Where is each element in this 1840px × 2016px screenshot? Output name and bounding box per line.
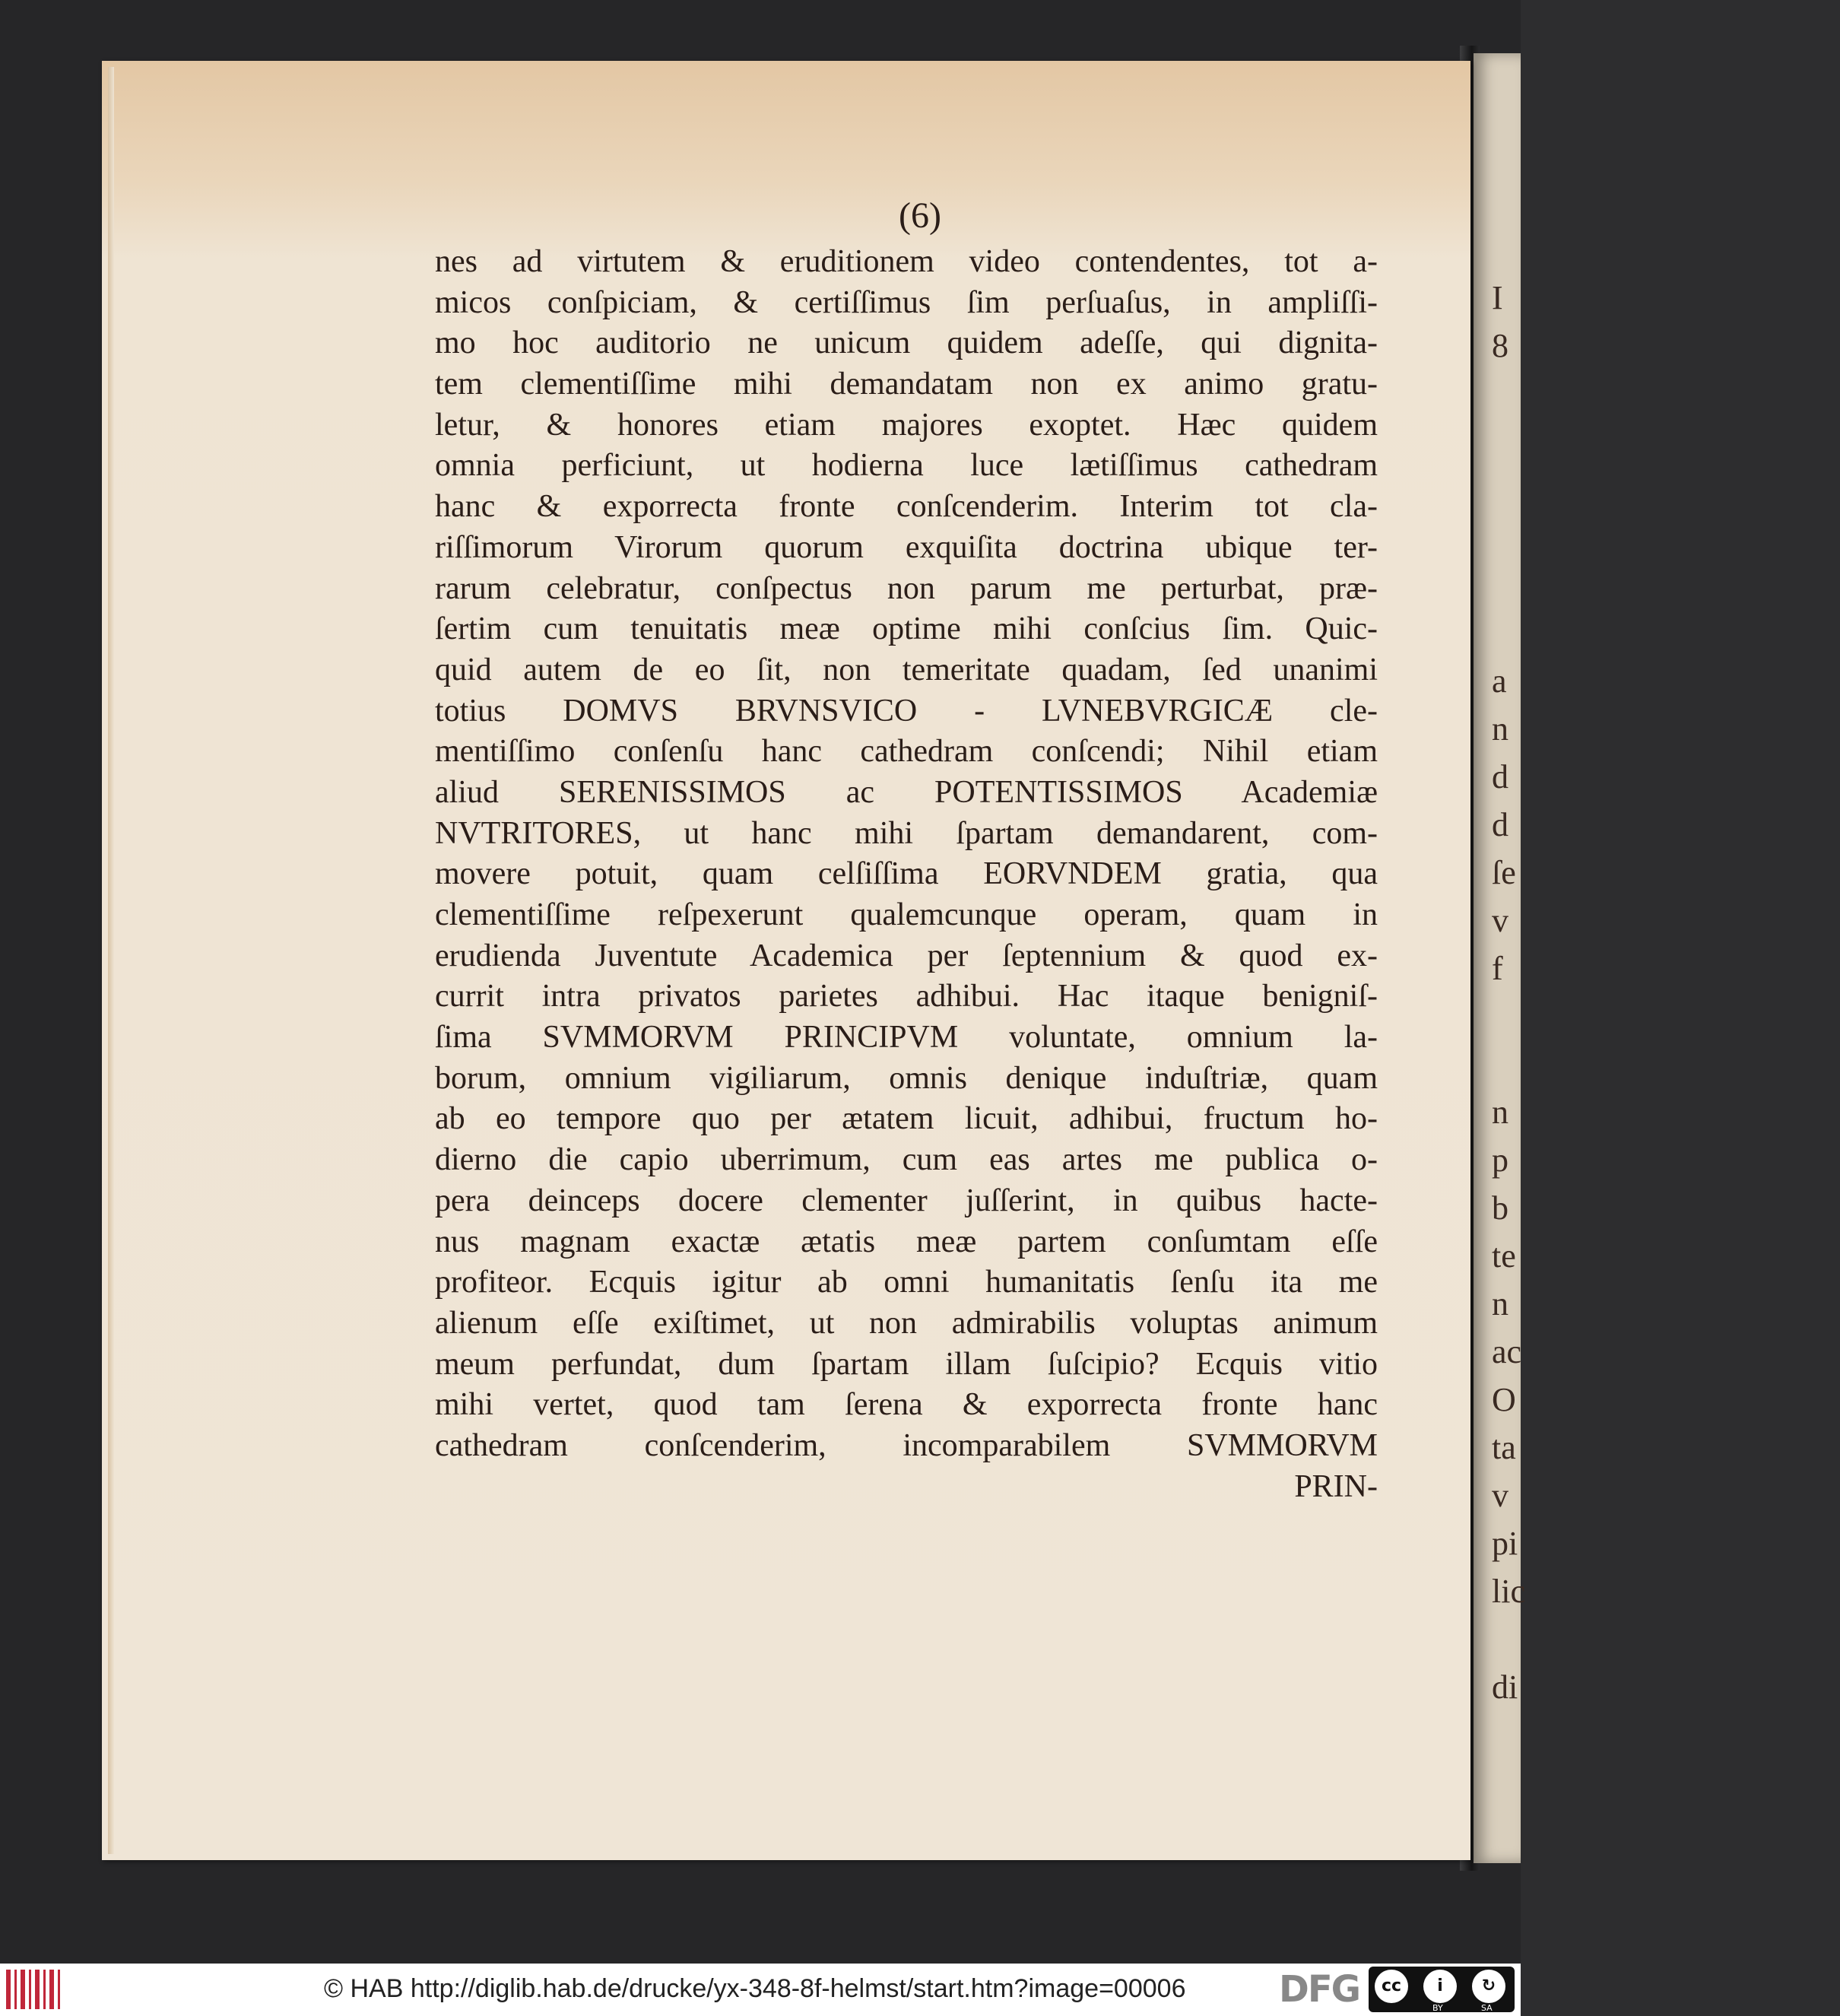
facing-fragment: b xyxy=(1492,1189,1508,1227)
facing-fragment: n xyxy=(1492,1285,1508,1322)
text-line: nus magnam exactæ ætatis meæ partem conſumtam eſſe xyxy=(435,1224,1378,1259)
dfg-logo[interactable]: DFG xyxy=(1279,1968,1360,2011)
sa-label: SA xyxy=(1481,2003,1493,2013)
text-line: omnia perficiunt, ut hodierna luce lætiſſimus cathedram xyxy=(435,448,1378,484)
facing-fragment: pi xyxy=(1492,1525,1518,1562)
text-line: mentiſſimo conſenſu hanc cathedram conſcendi; Nihil etiam xyxy=(435,734,1378,770)
facing-fragment: I xyxy=(1492,279,1503,316)
facing-fragment xyxy=(1492,609,1522,657)
text-line: nes ad virtutem & eruditionem video contendentes, tot a- xyxy=(435,244,1378,279)
by-label: BY xyxy=(1432,2003,1443,2013)
text-line: alienum eſſe exiſtimet, ut non admirabilis voluptas animum xyxy=(435,1305,1378,1341)
text-line: tem clementiſſime mihi demandatam non ex animo gratu- xyxy=(435,367,1378,402)
text-line: totius DOMVS BRVNSVICO - LVNEBVRGICÆ cle- xyxy=(435,693,1378,729)
facing-fragment: d xyxy=(1492,758,1508,795)
page-text xyxy=(435,242,1378,1507)
page-edge xyxy=(108,67,114,1854)
facing-fragment: n xyxy=(1492,1094,1508,1131)
hab-logo-icon[interactable] xyxy=(6,1970,61,2009)
facing-fragment xyxy=(1492,992,1522,1040)
facing-fragment: d xyxy=(1492,806,1508,843)
facing-fragment xyxy=(1492,465,1522,513)
facing-fragment xyxy=(1492,513,1522,561)
catchword: PRIN- xyxy=(1294,1468,1378,1504)
facing-fragment: 8 xyxy=(1492,327,1508,364)
text-line: quid autem de eo ſit, non temeritate quadam, ſed unanimi xyxy=(435,652,1378,687)
text-line: aliud SERENISSIMOS ac POTENTISSIMOS Academiæ xyxy=(435,774,1378,810)
text-line: mihi vertet, quod tam ſerena & exporrecta fronte hanc xyxy=(435,1387,1378,1423)
facing-fragment: f xyxy=(1492,950,1503,987)
facing-fragment: n xyxy=(1492,710,1508,748)
facing-fragment: O xyxy=(1492,1381,1516,1418)
text-line: letur, & honores etiam majores exoptet. Hæc quidem xyxy=(435,407,1378,443)
text-line: profiteor. Ecquis igitur ab omni humanitatis ſenſu ita me xyxy=(435,1265,1378,1300)
facing-fragment: v xyxy=(1492,902,1508,939)
facing-fragment xyxy=(1492,561,1522,609)
facing-fragment: lic xyxy=(1492,1573,1525,1610)
text-line: borum, omnium vigiliarum, omnis denique induſtriæ, quam xyxy=(435,1060,1378,1096)
facing-fragment: di xyxy=(1492,1668,1518,1706)
page-number: (6) xyxy=(899,195,941,236)
text-line: currit intra privatos parietes adhibui. Hac itaque benigniſ- xyxy=(435,979,1378,1014)
text-line: mo hoc auditorio ne unicum quidem adeſſe, qui dignita- xyxy=(435,325,1378,361)
text-line: rarum celebratur, conſpectus non parum me perturbat, præ- xyxy=(435,570,1378,606)
by-icon: i xyxy=(1423,1970,1457,2003)
text-line: riſſimorum Virorum quorum exquiſita doctrina ubique ter- xyxy=(435,529,1378,565)
text-line: dierno die capio uberrimum, cum eas artes me publica o- xyxy=(435,1142,1378,1178)
text-line: hanc & exporrecta fronte conſcenderim. Interim tot cla- xyxy=(435,489,1378,525)
text-line: movere potuit, quam celſiſſima EORVNDEM gratia, qua xyxy=(435,856,1378,892)
sa-icon: ↻ xyxy=(1472,1970,1505,2003)
text-line: pera deinceps docere clementer juſſerint, in quibus hacte- xyxy=(435,1183,1378,1218)
facing-fragment: ſe xyxy=(1492,854,1516,891)
text-line: ſertim cum tenuitatis meæ optime mihi conſcius ſim. Quic- xyxy=(435,611,1378,647)
text-line: ſima SVMMORVM PRINCIPVM voluntate, omnium la- xyxy=(435,1020,1378,1056)
facing-fragment: te xyxy=(1492,1237,1516,1275)
text-line: erudienda Juventute Academica per ſeptennium & quod ex- xyxy=(435,938,1378,973)
facing-fragment: p xyxy=(1492,1141,1508,1179)
text-line: micos conſpiciam, & certiſſimus ſim perſuaſus, in ampliſſi- xyxy=(435,284,1378,320)
facing-fragment xyxy=(1492,1615,1522,1663)
text-line: meum perfundat, dum ſpartam illam ſuſcipio? Ecquis vitio xyxy=(435,1346,1378,1382)
copyright-link[interactable]: © HAB http://diglib.hab.de/drucke/yx-348-8f-helmst/start.htm?image=00006 xyxy=(324,1974,1186,2003)
facing-fragment: a xyxy=(1492,662,1507,700)
cc-icon: cc xyxy=(1375,1970,1408,2003)
text-line: cathedram conſcenderim, incomparabilem SVMMORVM xyxy=(435,1427,1378,1463)
text-line: NVTRITORES, ut hanc mihi ſpartam demandarent, com- xyxy=(435,815,1378,851)
text-line: clementiſſime reſpexerunt qualemcunque operam, quam in xyxy=(435,897,1378,932)
facing-page-fragments xyxy=(1492,274,1525,1711)
facing-fragment: v xyxy=(1492,1477,1508,1514)
text-line: ab eo tempore quo per ætatem licuit, adhibui, fructum ho- xyxy=(435,1101,1378,1137)
facing-fragment xyxy=(1492,417,1522,465)
facing-fragment xyxy=(1492,1040,1522,1088)
facing-fragment: ac xyxy=(1492,1333,1522,1370)
facing-fragment: ta xyxy=(1492,1429,1516,1466)
facing-fragment xyxy=(1492,370,1522,417)
